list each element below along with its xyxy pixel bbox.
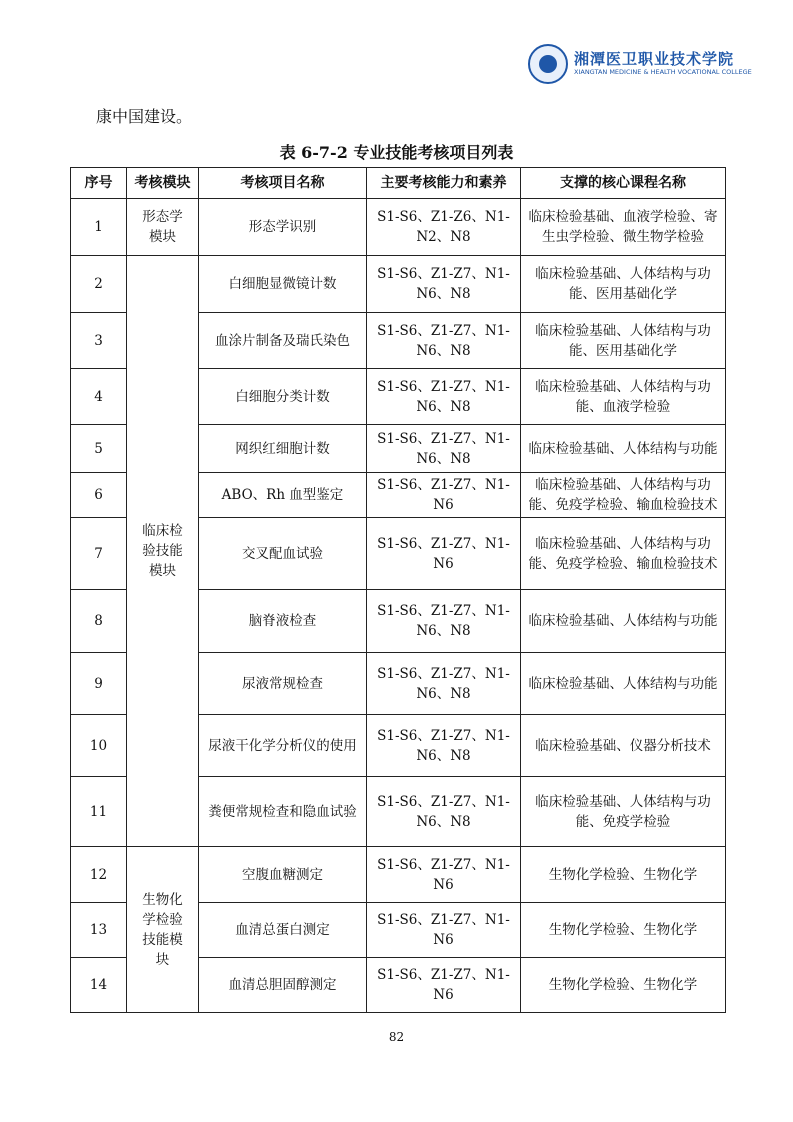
page-number: 82: [388, 1030, 405, 1044]
row-ability: S1-S6、Z1-Z7、N1-N6: [367, 473, 521, 518]
row-course: 临床检验基础、人体结构与功能、医用基础化学: [521, 313, 726, 369]
college-english-name: XIANGTAN MEDICINE & HEALTH VOCATIONAL COLLEGE: [574, 68, 752, 76]
row-no: 1: [71, 199, 127, 256]
row-no: 2: [71, 256, 127, 313]
row-item: 血清总胆固醇测定: [199, 958, 367, 1013]
row-course: 临床检验基础、人体结构与功能、免疫学检验、输血检验技术: [521, 473, 726, 518]
row-item: 血清总蛋白测定: [199, 903, 367, 958]
row-item: 尿液常规检查: [199, 653, 367, 715]
skills-assessment-table: [70, 167, 726, 1013]
row-ability: S1-S6、Z1-Z6、N1-N2、N8: [367, 199, 521, 256]
module-cell: 临床检验技能模块: [127, 256, 199, 847]
row-ability: S1-S6、Z1-Z7、N1-N6: [367, 958, 521, 1013]
row-no: 7: [71, 518, 127, 590]
module-cell: 生物化学检验技能模块: [127, 847, 199, 1013]
row-no: 12: [71, 847, 127, 903]
row-item: 白细胞分类计数: [199, 369, 367, 425]
row-course: 临床检验基础、人体结构与功能、免疫学检验: [521, 777, 726, 847]
row-course: 临床检验基础、人体结构与功能、免疫学检验、输血检验技术: [521, 518, 726, 590]
row-item: 白细胞显微镜计数: [199, 256, 367, 313]
row-item: 粪便常规检查和隐血试验: [199, 777, 367, 847]
row-no: 9: [71, 653, 127, 715]
row-item: 尿液干化学分析仪的使用: [199, 715, 367, 777]
row-ability: S1-S6、Z1-Z7、N1-N6: [367, 847, 521, 903]
row-course: 临床检验基础、血液学检验、寄生虫学检验、微生物学检验: [521, 199, 726, 256]
row-no: 11: [71, 777, 127, 847]
module-cell: 形态学模块: [127, 199, 199, 256]
header-module: 考核模块: [127, 168, 199, 199]
table-row: [71, 847, 726, 903]
header-ability: 主要考核能力和素养: [367, 168, 521, 199]
row-item: 形态学识别: [199, 199, 367, 256]
row-ability: S1-S6、Z1-Z7、N1-N6: [367, 518, 521, 590]
row-course: 临床检验基础、人体结构与功能: [521, 425, 726, 473]
row-ability: S1-S6、Z1-Z7、N1-N6、N8: [367, 425, 521, 473]
row-course: 生物化学检验、生物化学: [521, 847, 726, 903]
row-ability: S1-S6、Z1-Z7、N1-N6、N8: [367, 590, 521, 653]
row-ability: S1-S6、Z1-Z7、N1-N6、N8: [367, 369, 521, 425]
row-no: 8: [71, 590, 127, 653]
row-course: 临床检验基础、人体结构与功能、血液学检验: [521, 369, 726, 425]
intro-text: 康中国建设。: [96, 107, 193, 126]
row-item: 交叉配血试验: [199, 518, 367, 590]
row-no: 10: [71, 715, 127, 777]
row-item: 血涂片制备及瑞氏染色: [199, 313, 367, 369]
header-no: 序号: [71, 168, 127, 199]
row-course: 临床检验基础、仪器分析技术: [521, 715, 726, 777]
row-ability: S1-S6、Z1-Z7、N1-N6、N8: [367, 313, 521, 369]
row-no: 3: [71, 313, 127, 369]
row-item: 网织红细胞计数: [199, 425, 367, 473]
row-item: 脑脊液检查: [199, 590, 367, 653]
row-no: 4: [71, 369, 127, 425]
row-course: 临床检验基础、人体结构与功能: [521, 653, 726, 715]
row-course: 生物化学检验、生物化学: [521, 903, 726, 958]
header-course: 支撑的核心课程名称: [521, 168, 726, 199]
row-ability: S1-S6、Z1-Z7、N1-N6、N8: [367, 715, 521, 777]
row-course: 生物化学检验、生物化学: [521, 958, 726, 1013]
row-ability: S1-S6、Z1-Z7、N1-N6、N8: [367, 777, 521, 847]
row-item: ABO、Rh 血型鉴定: [199, 473, 367, 518]
row-course: 临床检验基础、人体结构与功能: [521, 590, 726, 653]
row-ability: S1-S6、Z1-Z7、N1-N6、N8: [367, 653, 521, 715]
college-name: 湘潭医卫职业技术学院: [574, 50, 735, 68]
college-emblem-icon: [528, 44, 568, 84]
row-no: 6: [71, 473, 127, 518]
table-row: [71, 199, 726, 256]
row-no: 13: [71, 903, 127, 958]
header-item: 考核项目名称: [199, 168, 367, 199]
row-ability: S1-S6、Z1-Z7、N1-N6、N8: [367, 256, 521, 313]
row-no: 14: [71, 958, 127, 1013]
table-title: 表 6-7-2 专业技能考核项目列表: [279, 143, 514, 162]
table-row: [71, 256, 726, 313]
row-course: 临床检验基础、人体结构与功能、医用基础化学: [521, 256, 726, 313]
table-header-row: [71, 168, 726, 199]
row-ability: S1-S6、Z1-Z7、N1-N6: [367, 903, 521, 958]
college-logo: [528, 44, 752, 88]
row-no: 5: [71, 425, 127, 473]
row-item: 空腹血糖测定: [199, 847, 367, 903]
